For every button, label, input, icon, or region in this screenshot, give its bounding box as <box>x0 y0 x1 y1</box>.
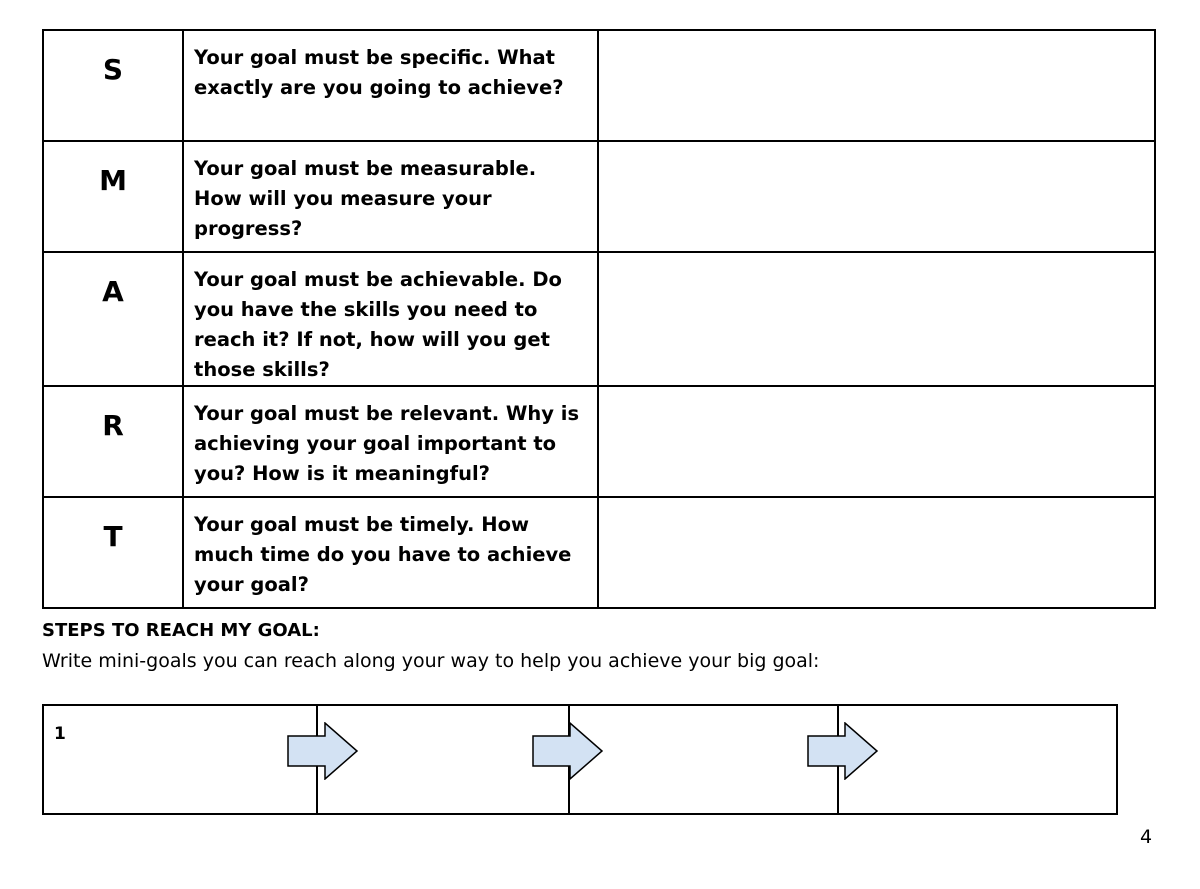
table-row <box>43 141 1155 252</box>
page-number: 4 <box>1140 826 1153 848</box>
prompt-cell: Your goal must be measurable. How will you measure your progress? <box>183 141 598 252</box>
steps-instructions: Write mini-goals you can reach along your way to help you achieve your big goal: <box>42 650 820 672</box>
letter-cell: R <box>43 386 183 497</box>
prompt-cell: Your goal must be achievable. Do you have the skills you need to reach it? If not, how will you get those skills? <box>183 252 598 386</box>
letter-cell: A <box>43 252 183 386</box>
step-cell-3[interactable] <box>570 706 837 813</box>
answer-cell-achievable[interactable] <box>598 252 1155 386</box>
prompt-cell: Your goal must be timely. How much time do you have to achieve your goal? <box>183 497 598 608</box>
step-number: 1 <box>54 724 66 744</box>
answer-cell-specific[interactable] <box>598 30 1155 141</box>
table-row <box>43 497 1155 608</box>
step-cell-4[interactable] <box>839 706 1116 813</box>
answer-cell-relevant[interactable] <box>598 386 1155 497</box>
letter-cell: M <box>43 141 183 252</box>
table-row <box>43 30 1155 141</box>
answer-cell-timely[interactable] <box>598 497 1155 608</box>
prompt-cell: Your goal must be relevant. Why is achieving your goal important to you? How is it meaningful? <box>183 386 598 497</box>
letter-cell: S <box>43 30 183 141</box>
prompt-cell: Your goal must be specific. What exactly are you going to achieve? <box>183 30 598 141</box>
right-arrow-icon <box>807 722 879 780</box>
table-row <box>43 386 1155 497</box>
steps-heading: STEPS TO REACH MY GOAL: <box>42 620 320 641</box>
letter-cell: T <box>43 497 183 608</box>
table-row <box>43 252 1155 386</box>
answer-cell-measurable[interactable] <box>598 141 1155 252</box>
smart-goals-table <box>42 29 1156 609</box>
right-arrow-icon <box>532 722 604 780</box>
right-arrow-icon <box>287 722 359 780</box>
step-cell-1[interactable] <box>44 706 316 813</box>
steps-flow-box <box>42 704 1118 815</box>
